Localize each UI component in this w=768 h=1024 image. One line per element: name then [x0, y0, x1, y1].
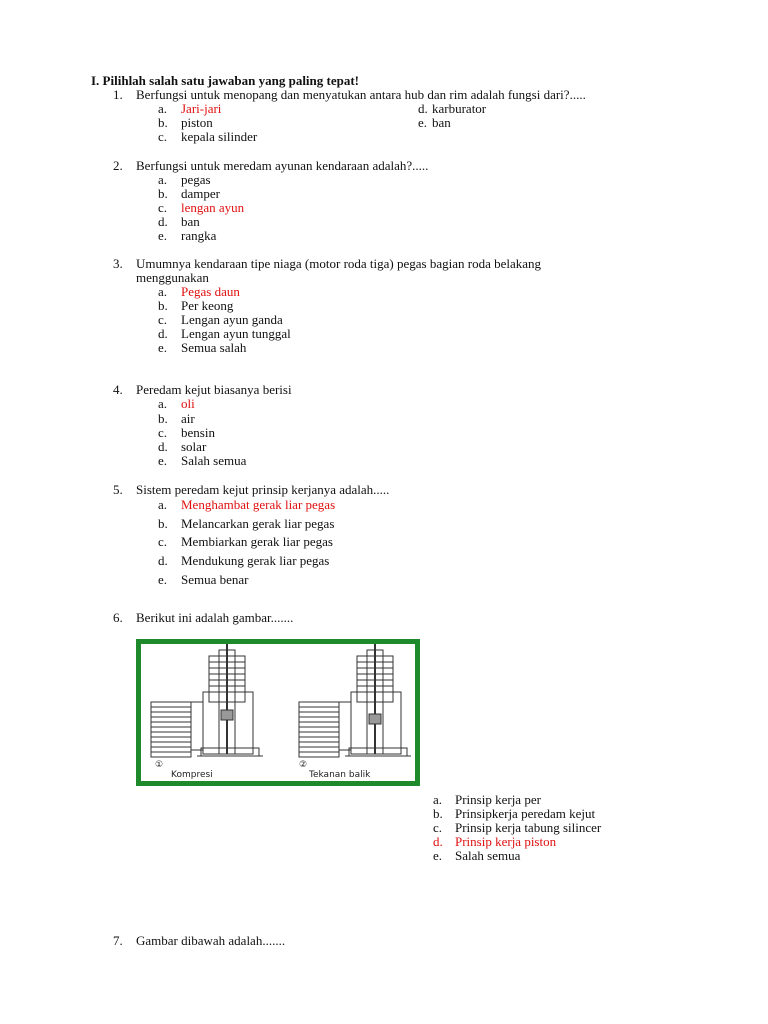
option-letter: d. — [158, 326, 168, 341]
question-number: 1. — [113, 87, 123, 102]
option-correct: lengan ayun — [181, 200, 245, 215]
figure-number-1: ① — [155, 760, 164, 770]
option-text: ban — [181, 214, 200, 229]
question-text: Peredam kejut biasanya berisi — [136, 382, 292, 397]
option-letter: a. — [158, 497, 168, 512]
option-text: bensin — [181, 425, 215, 440]
option-text: Salah semua — [455, 848, 521, 863]
option-letter: a. — [158, 284, 168, 299]
option-letter: d. — [158, 214, 168, 229]
option-text: Mendukung gerak liar pegas — [181, 553, 330, 568]
left-absorber-illustration — [151, 644, 263, 757]
option-text: Semua benar — [181, 572, 249, 587]
option-text: Salah semua — [181, 453, 247, 468]
option-letter: b. — [158, 186, 168, 201]
right-absorber-illustration — [299, 644, 411, 757]
option-letter: e. — [158, 340, 168, 355]
question-text: Berikut ini adalah gambar....... — [136, 610, 294, 625]
option-letter: b. — [158, 516, 168, 531]
option-text: solar — [181, 439, 207, 454]
question-number: 2. — [113, 158, 123, 173]
question-text-continued: menggunakan — [136, 270, 209, 285]
question-text: Berfungsi untuk meredam ayunan kendaraan adalah?..... — [136, 158, 429, 173]
option-letter: b. — [433, 806, 443, 821]
option-text: Lengan ayun ganda — [181, 312, 283, 327]
question-number: 7. — [113, 933, 123, 948]
option-letter-correct: d. — [433, 834, 443, 849]
figure-caption-tekanan-balik: Tekanan balik — [309, 770, 371, 780]
option-letter: c. — [158, 312, 168, 327]
question-text: Umumnya kendaraan tipe niaga (motor roda tiga) pegas bagian roda belakang — [136, 256, 542, 271]
option-letter: a. — [158, 101, 168, 116]
option-correct: oli — [181, 396, 195, 411]
option-letter: c. — [433, 820, 443, 835]
option-letter: e. — [433, 848, 443, 863]
shock-absorber-figure — [136, 639, 420, 786]
option-correct: Jari-jari — [181, 101, 222, 116]
figure-caption-kompresi: Kompresi — [171, 770, 213, 780]
option-letter: c. — [158, 425, 168, 440]
option-text: Per keong — [181, 298, 234, 313]
option-letter: d. — [418, 101, 428, 116]
option-letter: e. — [158, 572, 168, 587]
option-letter: c. — [158, 129, 168, 144]
option-letter: d. — [158, 553, 168, 568]
option-text: Lengan ayun tunggal — [181, 326, 291, 341]
shock-absorber-drawing — [141, 644, 415, 781]
option-text: pegas — [181, 172, 211, 187]
figure-number-2: ② — [299, 760, 308, 770]
option-letter: b. — [158, 115, 168, 130]
option-letter: c. — [158, 200, 168, 215]
question-text: Berfungsi untuk menopang dan menyatukan antara hub dan rim adalah fungsi dari?..... — [136, 87, 586, 102]
option-text: air — [181, 411, 195, 426]
option-text: Membiarkan gerak liar pegas — [181, 534, 333, 549]
option-letter: d. — [158, 439, 168, 454]
option-correct: Menghambat gerak liar pegas — [181, 497, 336, 512]
option-text: rangka — [181, 228, 217, 243]
option-text: ban — [432, 115, 451, 130]
question-number: 5. — [113, 482, 123, 497]
question-number: 6. — [113, 610, 123, 625]
option-correct: Prinsip kerja piston — [455, 834, 557, 849]
question-text: Gambar dibawah adalah....... — [136, 933, 286, 948]
option-letter: a. — [158, 396, 168, 411]
section-title: I. Pilihlah salah satu jawaban yang paling tepat! — [91, 73, 360, 88]
option-letter: a. — [433, 792, 443, 807]
question-number: 4. — [113, 382, 123, 397]
option-text: damper — [181, 186, 220, 201]
option-text: piston — [181, 115, 213, 130]
option-correct: Pegas daun — [181, 284, 240, 299]
option-text: kepala silinder — [181, 129, 258, 144]
question-text: Sistem peredam kejut prinsip kerjanya adalah..... — [136, 482, 390, 497]
option-text: Semua salah — [181, 340, 247, 355]
option-letter: a. — [158, 172, 168, 187]
option-text: Melancarkan gerak liar pegas — [181, 516, 335, 531]
option-letter: e. — [418, 115, 428, 130]
option-text: Prinsip kerja per — [455, 792, 541, 807]
option-letter: b. — [158, 298, 168, 313]
question-number: 3. — [113, 256, 123, 271]
option-text: karburator — [432, 101, 487, 116]
option-letter: c. — [158, 534, 168, 549]
option-text: Prinsip kerja tabung silincer — [455, 820, 602, 835]
option-letter: e. — [158, 228, 168, 243]
option-text: Prinsipkerja peredam kejut — [455, 806, 596, 821]
option-letter: b. — [158, 411, 168, 426]
option-letter: e. — [158, 453, 168, 468]
